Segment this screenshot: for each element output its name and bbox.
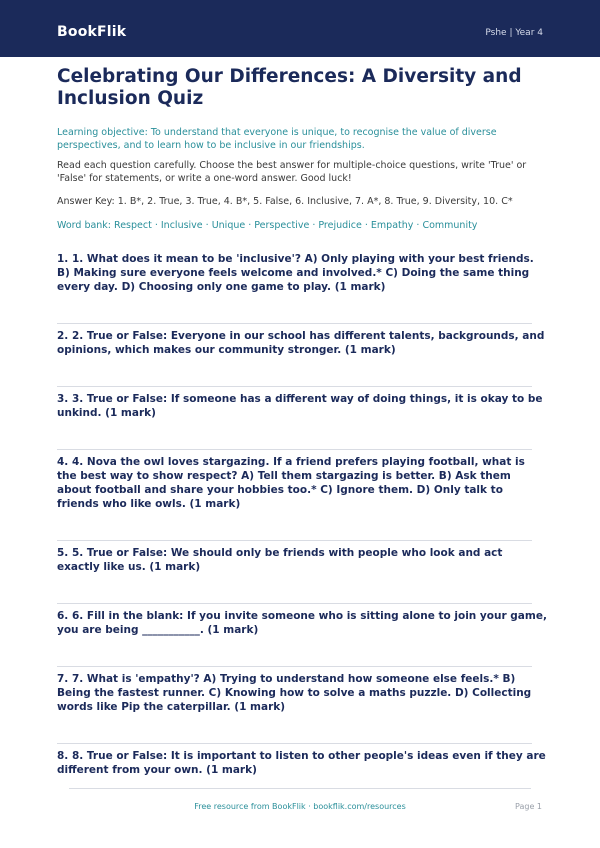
question-3: 3. 3. True or False: If someone has a different way of doing things, it is okay to be unkind. (1 mark)	[57, 393, 543, 419]
worksheet-content	[57, 66, 547, 791]
question-1: 1. 1. What does it mean to be 'inclusive'? A) Only playing with your best friends. B) Making sure everyone feels welcome and involved.* C) Doing the same thing every day. D) Choosing only one game to play. (1 mark)	[57, 253, 534, 293]
page-number: Page 1	[515, 802, 542, 811]
question-4: 4. 4. Nova the owl loves stargazing. If a friend prefers playing football, what is the best way to show respect? A) Tell them stargazing is better. B) Ask them about football and share your hobbies too.* C) Ignore them. D) Only talk to friends who like owls. (1 mark)	[57, 456, 525, 510]
footer-resource-link[interactable]: Free resource from BookFlik · bookflik.com/resources	[194, 802, 406, 811]
footer-divider	[69, 788, 531, 789]
question-2: 2. 2. True or False: Everyone in our school has different talents, backgrounds, and opinions, which makes our community stronger. (1 mark)	[57, 330, 545, 356]
instructions: Read each question carefully. Choose the best answer for multiple-choice questions, write 'True' or 'False' for statements, or write a one-word answer. Good luck!	[57, 160, 527, 184]
question-5: 5. 5. True or False: We should only be friends with people who look and act exactly like us. (1 mark)	[57, 547, 503, 573]
question-list	[57, 252, 547, 791]
learning-objective: Learning objective: To understand that everyone is unique, to recognise the value of diverse perspectives, and to learn how to be inclusive in our friendships.	[57, 127, 497, 151]
word-bank: Word bank: Respect · Inclusive · Unique · Perspective · Prejudice · Empathy · Community	[57, 219, 478, 231]
page-title: Celebrating Our Differences: A Diversity and Inclusion Quiz	[57, 66, 522, 109]
answer-key: Answer Key: 1. B*, 2. True, 3. True, 4. B*, 5. False, 6. Inclusive, 7. A*, 8. True, 9. Diversity, 10. C*	[57, 196, 513, 207]
brand-logo-text[interactable]: BookFlik	[57, 24, 127, 40]
subject-year-label: Pshe | Year 4	[485, 28, 543, 38]
question-8: 8. 8. True or False: It is important to listen to other people's ideas even if they are different from your own. (1 mark)	[57, 750, 546, 776]
page-header	[0, 0, 600, 57]
question-6: 6. 6. Fill in the blank: If you invite someone who is sitting alone to join your game, you are being ___________. (1 mark)	[57, 610, 547, 636]
question-7: 7. 7. What is 'empathy'? A) Trying to understand how someone else feels.* B) Being the fastest runner. C) Knowing how to solve a maths puzzle. D) Collecting words like Pip the caterpillar. (1 mark)	[57, 673, 532, 713]
